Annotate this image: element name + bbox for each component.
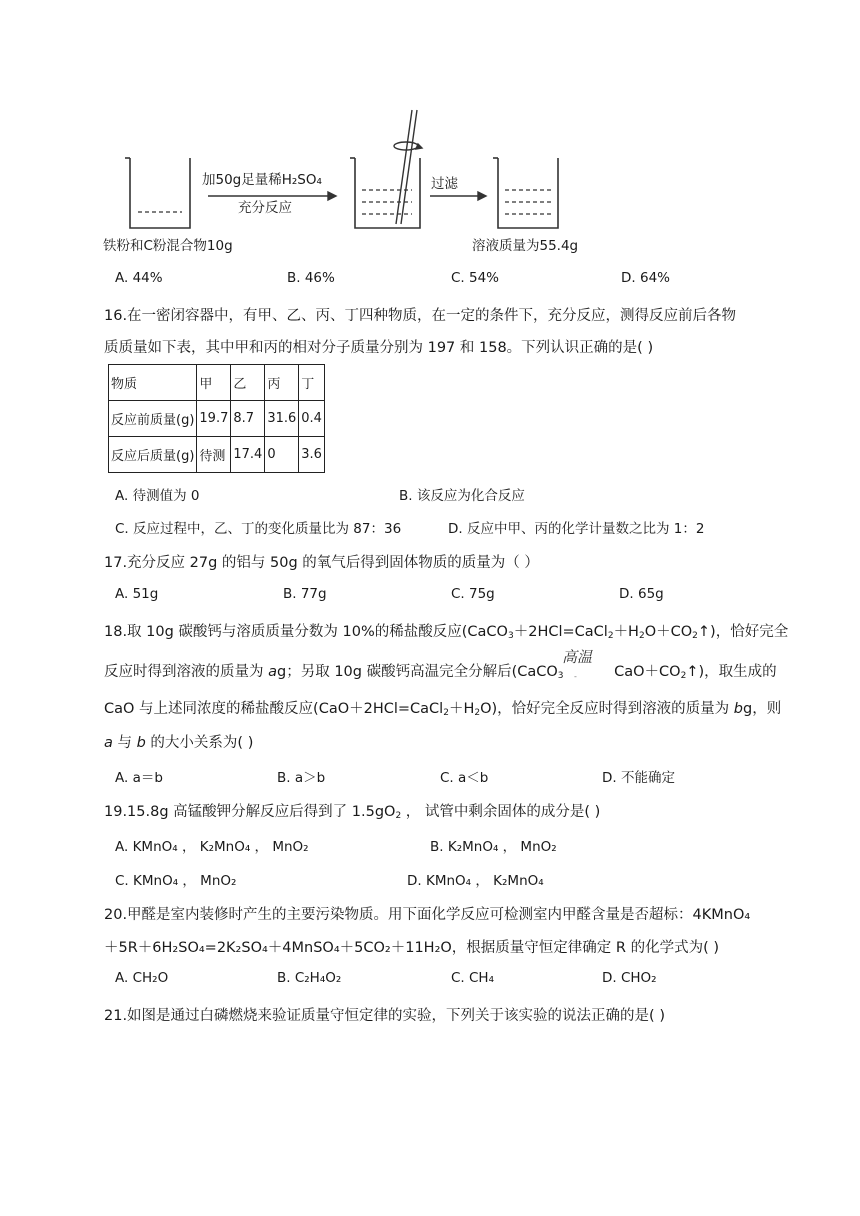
beaker-3: [493, 158, 558, 228]
table-cell: 甲: [197, 365, 231, 401]
q16-stem-line1: 16.在一密闭容器中，有甲、乙、丙、丁四种物质，在一定的条件下，充分反应，测得反应前后各物: [104, 308, 737, 324]
table-row: [109, 401, 325, 437]
q16-option-a[interactable]: A. 待测值为 0: [115, 488, 200, 504]
table-cell: 19.7: [197, 401, 231, 437]
arrow-2: [430, 192, 486, 200]
q19-option-d[interactable]: D. KMnO₄ ， K₂MnO₄: [407, 873, 544, 889]
q18-option-d[interactable]: D. 不能确定: [602, 770, 675, 786]
arrow2-top-label: 过滤: [431, 176, 458, 192]
q16-option-b[interactable]: B. 该反应为化合反应: [399, 488, 525, 504]
beaker-2: [350, 158, 420, 228]
q20-option-b[interactable]: B. C₂H₄O₂: [277, 970, 342, 986]
q18-option-b[interactable]: B. a＞b: [277, 770, 326, 786]
q18-stem-line1: 18.取 10g 碳酸钙与溶质质量分数为 10%的稀盐酸反应$(CaCO_3+2HCl=CaCl_2+H_2O+CO_2↑)$，恰好完全: [104, 624, 789, 641]
table-cell: 0: [265, 437, 299, 473]
condition-marker: -: [574, 672, 577, 681]
q19-option-c[interactable]: C. KMnO₄ ， MnO₂: [115, 873, 237, 889]
q20-option-d[interactable]: D. CHO₂: [602, 970, 657, 986]
q18-stem-line3: CaO 与上述同浓度的稀盐酸反应$(CaO+2HCl=CaCl_2+H_2O)$，恰好完全反应时得到溶液的质量为 bg，则: [104, 701, 782, 718]
q19-stem: 19.15.8g 高锰酸钾分解反应后得到了 $1.5gO_2$ ， 试管中剩余固体的成分是( ): [104, 804, 601, 821]
table-cell: 丙: [265, 365, 299, 401]
arrow1-top-label: 加50g足量稀H₂SO₄: [202, 172, 322, 188]
table-cell: 0.4: [299, 401, 325, 437]
table-cell: 物质: [109, 365, 197, 401]
table-cell: 丁: [299, 365, 325, 401]
glass-rod: [394, 110, 422, 224]
q20-option-c[interactable]: C. CH₄: [451, 970, 494, 986]
table-header-row: [109, 365, 325, 401]
q18-option-c[interactable]: C. a＜b: [440, 770, 489, 786]
beaker-1: [125, 158, 190, 228]
table-cell: 31.6: [265, 401, 299, 437]
table-cell: 乙: [231, 365, 265, 401]
q17-option-d[interactable]: D. 65g: [619, 586, 664, 602]
table-cell: 3.6: [299, 437, 325, 473]
q16-option-c[interactable]: C. 反应过程中，乙、丁的变化质量比为 87：36: [115, 521, 402, 537]
q18-stem-line4: a 与 b 的大小关系为( ): [104, 735, 254, 751]
q15-option-a[interactable]: A. 44%: [115, 270, 163, 286]
q17-option-c[interactable]: C. 75g: [451, 586, 495, 602]
q19-option-a[interactable]: A. KMnO₄ ， K₂MnO₄ ， MnO₂: [115, 839, 309, 855]
q15-option-c[interactable]: C. 54%: [451, 270, 500, 286]
q16-option-d[interactable]: D. 反应中甲、丙的化学计量数之比为 1：2: [448, 521, 705, 537]
q17-option-b[interactable]: B. 77g: [283, 586, 327, 602]
table-row: [109, 437, 325, 473]
q18-stem-line2: 反应时得到溶液的质量为 ag；另取 10g 碳酸钙高温完全分解后(CaCO$_3$ $CaO+CO_2↑$)，取生成的: [104, 664, 777, 681]
table-cell: 反应前质量(g): [109, 401, 197, 437]
q17-stem: 17.充分反应 27g 的铝与 50g 的氧气后得到固体物质的质量为（ ）: [104, 555, 539, 571]
q15-option-b[interactable]: B. 46%: [287, 270, 335, 286]
q16-stem-line2: 质质量如下表，其中甲和丙的相对分子质量分别为 197 和 158。下列认识正确的是( ): [104, 340, 654, 356]
q17-option-a[interactable]: A. 51g: [115, 586, 159, 602]
q21-stem: 21.如图是通过白磷燃烧来验证质量守恒定律的实验，下列关于该实验的说法正确的是( ): [104, 1008, 665, 1024]
q19-option-b[interactable]: B. K₂MnO₄ ， MnO₂: [430, 839, 557, 855]
q20-option-a[interactable]: A. CH₂O: [115, 970, 169, 986]
q20-stem-line1: 20.甲醛是室内装修时产生的主要污染物质。用下面化学反应可检测室内甲醛含量是否超标：4KMnO₄: [104, 907, 751, 923]
q20-stem-line2: ＋5R＋6H₂SO₄=2K₂SO₄＋4MnSO₄＋5CO₂＋11H₂O，根据质量守恒定律确定 R 的化学式为( ): [104, 940, 720, 956]
table-cell: 待测: [197, 437, 231, 473]
q16-table: [108, 364, 325, 473]
right-beaker-caption: 溶液质量为55.4g: [472, 238, 579, 254]
q18-option-a[interactable]: A. a＝b: [115, 770, 163, 786]
reaction-condition-label: 高温: [562, 648, 593, 666]
q15-option-d[interactable]: D. 64%: [621, 270, 670, 286]
left-beaker-caption: 铁粉和C粉混合物10g: [103, 238, 233, 254]
table-cell: 反应后质量(g): [109, 437, 197, 473]
table-cell: 8.7: [231, 401, 265, 437]
arrow1-bottom-label: 充分反应: [238, 200, 292, 216]
table-cell: 17.4: [231, 437, 265, 473]
